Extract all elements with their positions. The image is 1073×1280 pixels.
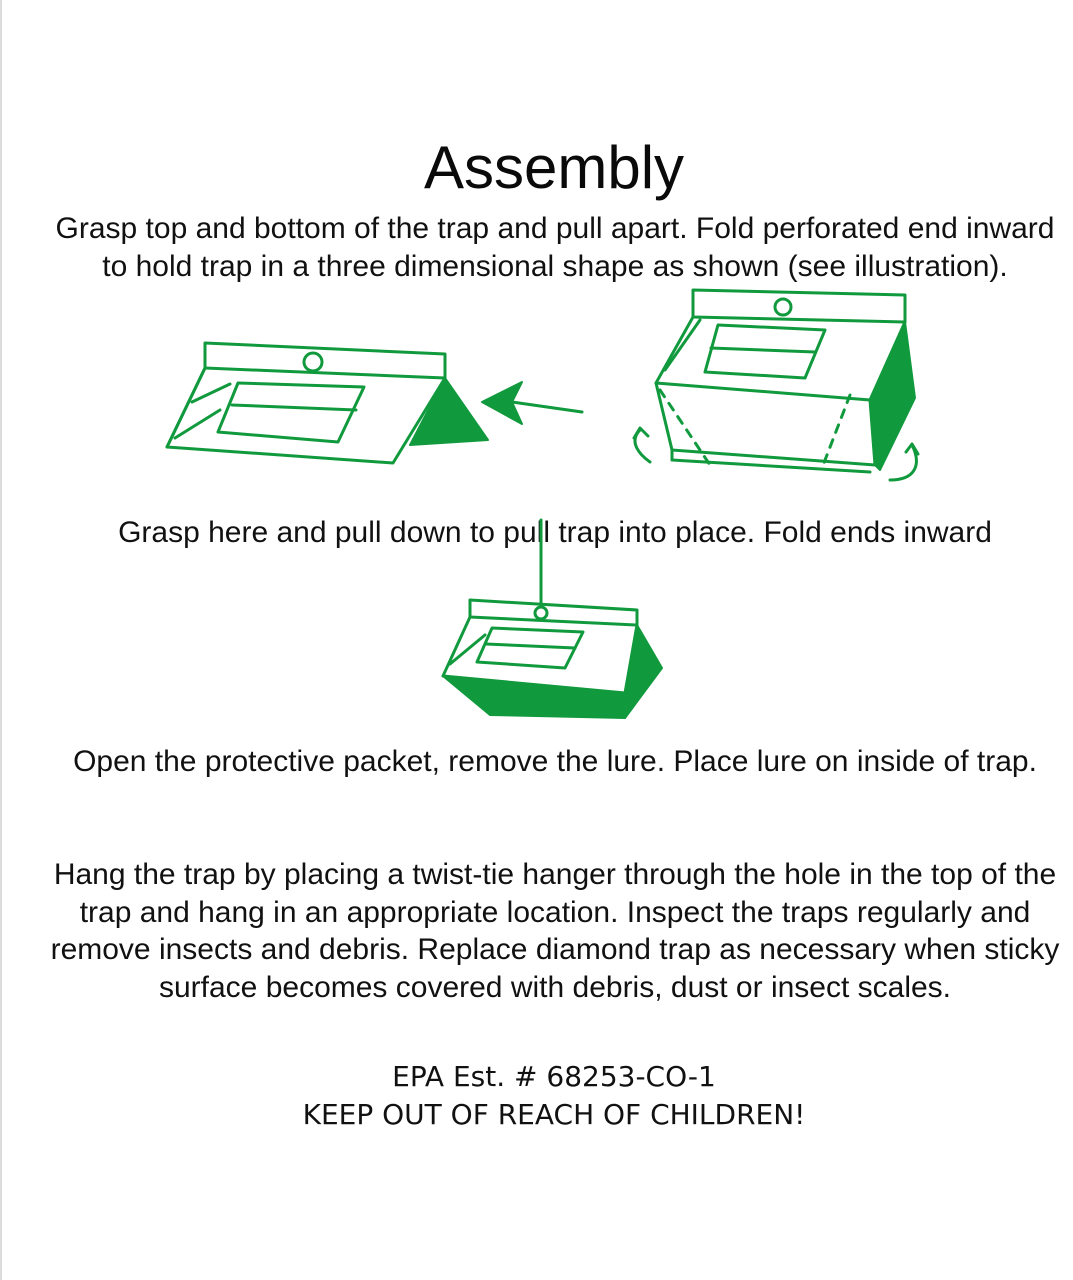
step-2-text: Grasp here and pull down to pull trap into place. Fold ends inward [118, 516, 992, 549]
epa-establishment-number: EPA Est. # 68253-CO-1 [392, 1060, 716, 1093]
flat-trap-end-flap [410, 378, 488, 445]
assembled-trap-illustration [443, 520, 637, 693]
child-warning: KEEP OUT OF REACH OF CHILDREN! [302, 1098, 806, 1131]
arrow-left-icon [512, 402, 582, 412]
assembled-trap-base [443, 676, 625, 718]
step-1-text: Grasp top and bottom of the trap and pull apart. Fold perforated end inward to hold trap in a three dimensional shape as shown (see illustration). [55, 212, 1055, 283]
step-4-text: Hang the trap by placing a twist-tie hanger through the hole in the top of the trap and hang in an appropriate location. Inspect the traps regularly and remove insects and debris. Replace diamond trap as necessary when sticky surface becomes covered with debris, dust or insect scales. [50, 858, 1060, 1004]
folded-trap-illustration [656, 290, 905, 472]
page-title: Assembly [423, 134, 685, 201]
flat-trap-illustration [167, 343, 445, 463]
assembled-trap-end-flap [625, 625, 662, 718]
step-3-text: Open the protective packet, remove the lure. Place lure on inside of trap. [73, 745, 1037, 778]
